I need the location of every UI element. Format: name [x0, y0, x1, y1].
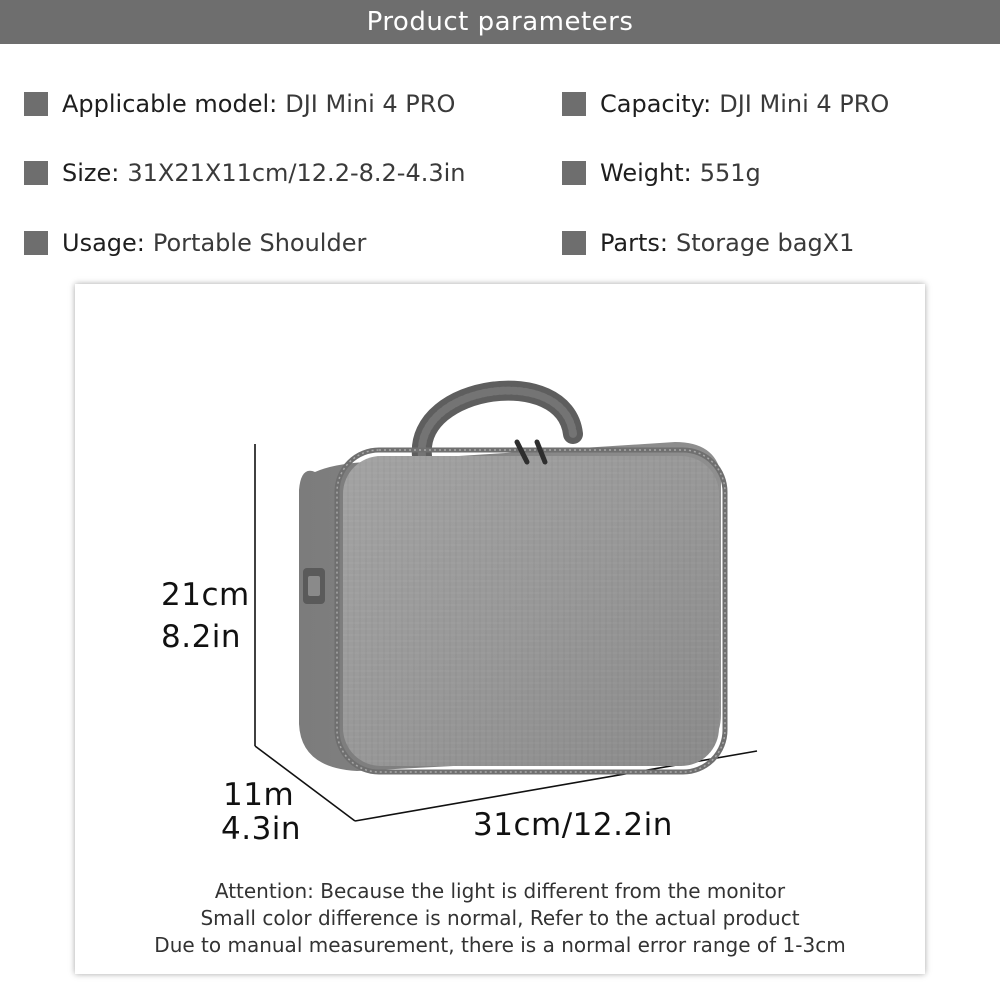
bullet-square-icon	[24, 231, 48, 255]
bullet-square-icon	[562, 231, 586, 255]
bullet-square-icon	[24, 92, 48, 116]
param-label: Size:	[62, 159, 120, 187]
product-image-panel	[75, 284, 925, 974]
param-label: Capacity:	[600, 90, 712, 118]
bullet-square-icon	[24, 161, 48, 185]
param-label: Usage:	[62, 229, 145, 257]
attention-note-line-1: Attention: Because the light is different from the monitor	[214, 879, 786, 903]
param-usage	[24, 223, 366, 263]
param-label: Weight:	[600, 159, 692, 187]
depth-cm-label: 11m	[223, 777, 295, 813]
height-cm-label: 21cm	[161, 577, 250, 613]
param-label: Parts:	[600, 229, 668, 257]
height-in-label: 8.2in	[161, 619, 242, 655]
param-value: Storage bagX1	[675, 229, 855, 257]
bag-body	[299, 442, 725, 772]
param-capacity	[562, 84, 889, 124]
param-label: Applicable model:	[62, 90, 278, 118]
header-title: Product parameters	[366, 7, 634, 37]
param-size	[24, 153, 466, 193]
param-applicable-model	[24, 84, 455, 124]
param-parts	[562, 223, 854, 263]
param-value: 551g	[699, 159, 761, 187]
page-header	[0, 0, 1000, 44]
param-value: Portable Shoulder	[152, 229, 367, 257]
param-value: 31X21X11cm/12.2-8.2-4.3in	[127, 159, 466, 187]
param-value: DJI Mini 4 PRO	[285, 90, 456, 118]
bullet-square-icon	[562, 161, 586, 185]
attention-note-line-3: Due to manual measurement, there is a normal error range of 1-3cm	[154, 933, 846, 957]
depth-in-label: 4.3in	[221, 811, 302, 847]
attention-note-line-2: Small color difference is normal, Refer to the actual product	[200, 906, 800, 930]
param-value: DJI Mini 4 PRO	[719, 90, 890, 118]
param-weight	[562, 153, 761, 193]
width-label: 31cm/12.2in	[473, 807, 673, 843]
bag-handle	[422, 391, 573, 456]
bullet-square-icon	[562, 92, 586, 116]
